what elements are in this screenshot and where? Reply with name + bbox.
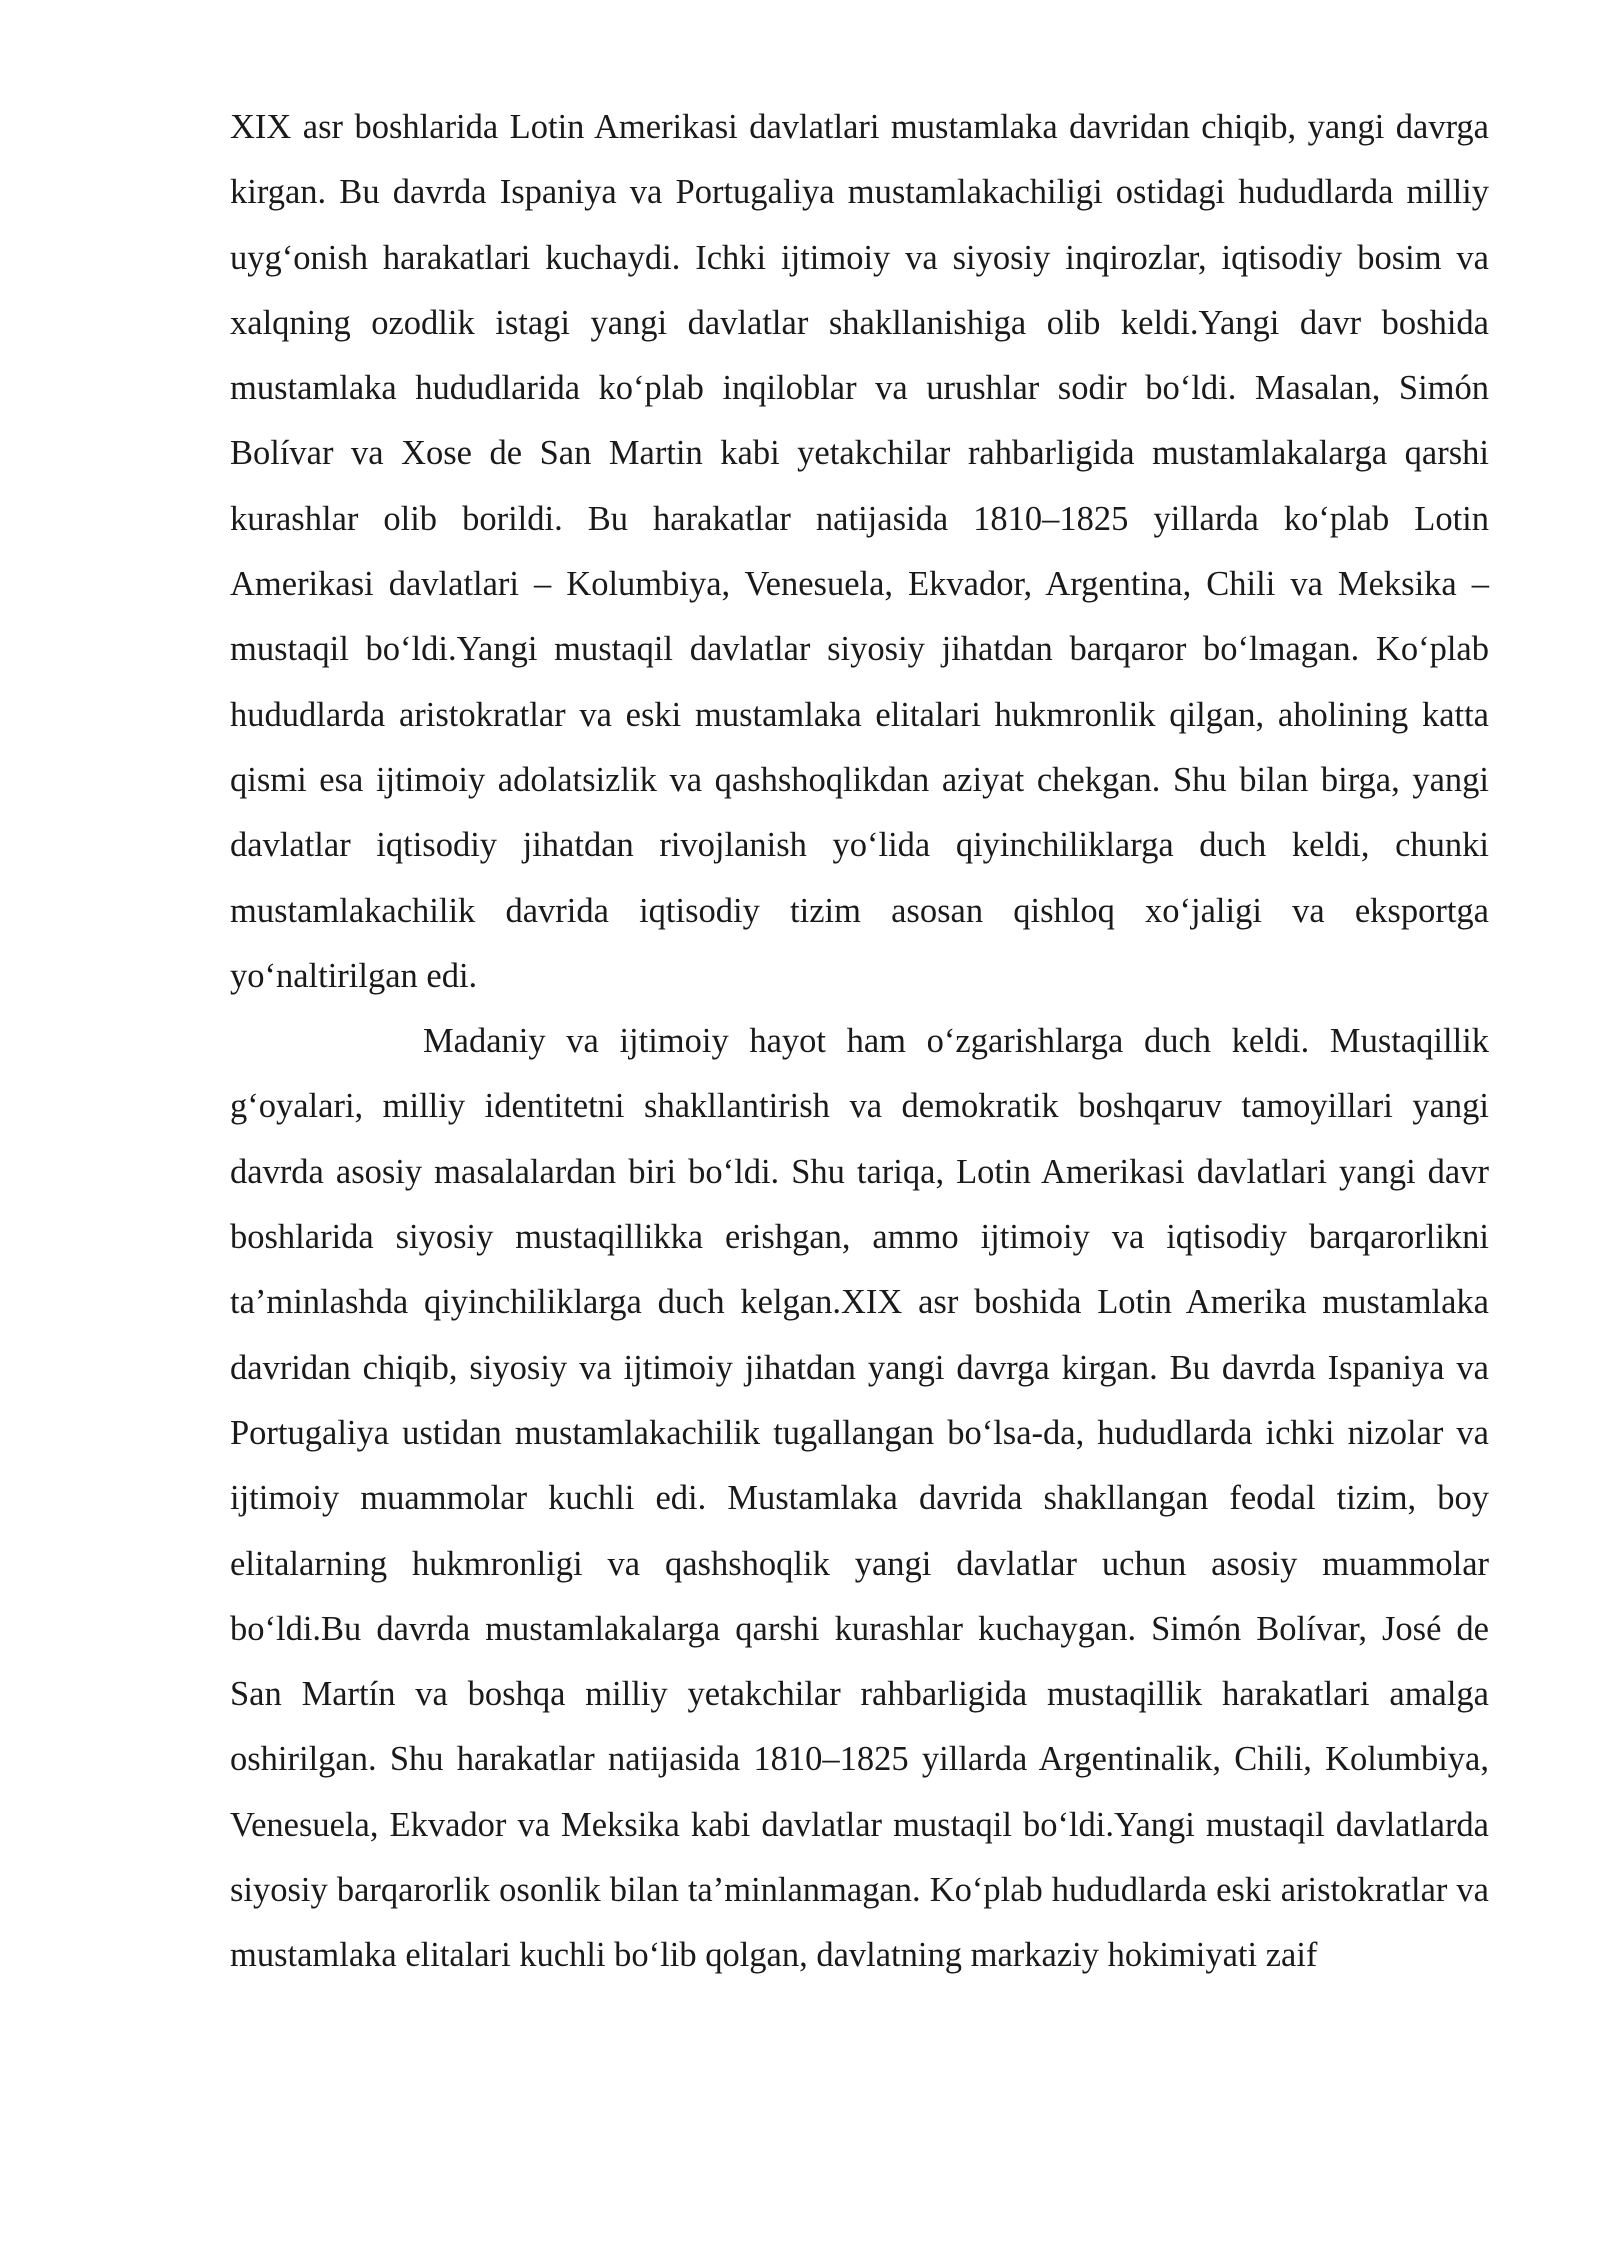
paragraph-1: XIX asr boshlarida Lotin Amerikasi davlatlari mustamlaka davridan chiqib, yangi davrga kirgan. Bu davrda Ispaniya va Portugaliya mustamlakachiligi ostidagi hududlarda milliy uygʻonish harakatlari kuchaydi. Ichki ijtimoiy va siyosiy inqirozlar, iqtisodiy bosim va xalqning ozodlik istagi yangi davlatlar shakllanishiga olib keldi.Yangi davr boshida mustamlaka hududlarida koʻplab inqiloblar va urushlar sodir boʻldi. Masalan, Simón Bolívar va Xose de San Martin kabi yetakchilar rahbarligida mustamlakalarga qarshi kurashlar olib borildi. Bu harakatlar natijasida 1810–1825 yillarda koʻplab Lotin Amerikasi davlatlari – Kolumbiya, Venesuela, Ekvador, Argentina, Chili va Meksika – mustaqil boʻldi.Yangi mustaqil davlatlar siyosiy jihatdan barqaror boʻlmagan. Koʻplab hududlarda aristokratlar va eski mustamlaka elitalari hukmronlik qilgan, aholining katta qismi esa ijtimoiy adolatsizlik va qashshoqlikdan aziyat chekgan. Shu bilan birga, yangi davlatlar iqtisodiy jihatdan rivojlanish yoʻlida qiyinchiliklarga duch keldi, chunki mustamlakachilik davrida iqtisodiy tizim asosan qishloq xoʻjaligi va eksportga yoʻnaltirilgan edi.	[230, 108, 1489, 995]
body-text	[230, 95, 1489, 1989]
paragraph-2: Madaniy va ijtimoiy hayot ham oʻzgarishlarga duch keldi. Mustaqillik gʻoyalari, milliy identitetni shakllantirish va demokratik boshqaruv tamoyillari yangi davrda asosiy masalalardan biri boʻldi. Shu tariqa, Lotin Amerikasi davlatlari yangi davr boshlarida siyosiy mustaqillikka erishgan, ammo ijtimoiy va iqtisodiy barqarorlikni ta’minlashda qiyinchiliklarga duch kelgan.XIX asr boshida Lotin Amerika mustamlaka davridan chiqib, siyosiy va ijtimoiy jihatdan yangi davrga kirgan. Bu davrda Ispaniya va Portugaliya ustidan mustamlakachilik tugallangan boʻlsa-da, hududlarda ichki nizolar va ijtimoiy muammolar kuchli edi. Mustamlaka davrida shakllangan feodal tizim, boy elitalarning hukmronligi va qashshoqlik yangi davlatlar uchun asosiy muammolar boʻldi.Bu davrda mustamlakalarga qarshi kurashlar kuchaygan. Simón Bolívar, José de San Martín va boshqa milliy yetakchilar rahbarligida mustaqillik harakatlari amalga oshirilgan. Shu harakatlar natijasida 1810–1825 yillarda Argentinalik, Chili, Kolumbiya, Venesuela, Ekvador va Meksika kabi davlatlar mustaqil boʻldi.Yangi mustaqil davlatlarda siyosiy barqarorlik osonlik bilan ta’minlanmagan. Koʻplab hududlarda eski aristokratlar va mustamlaka elitalari kuchli boʻlib qolgan, davlatning markaziy hokimiyati zaif	[230, 1022, 1489, 1975]
